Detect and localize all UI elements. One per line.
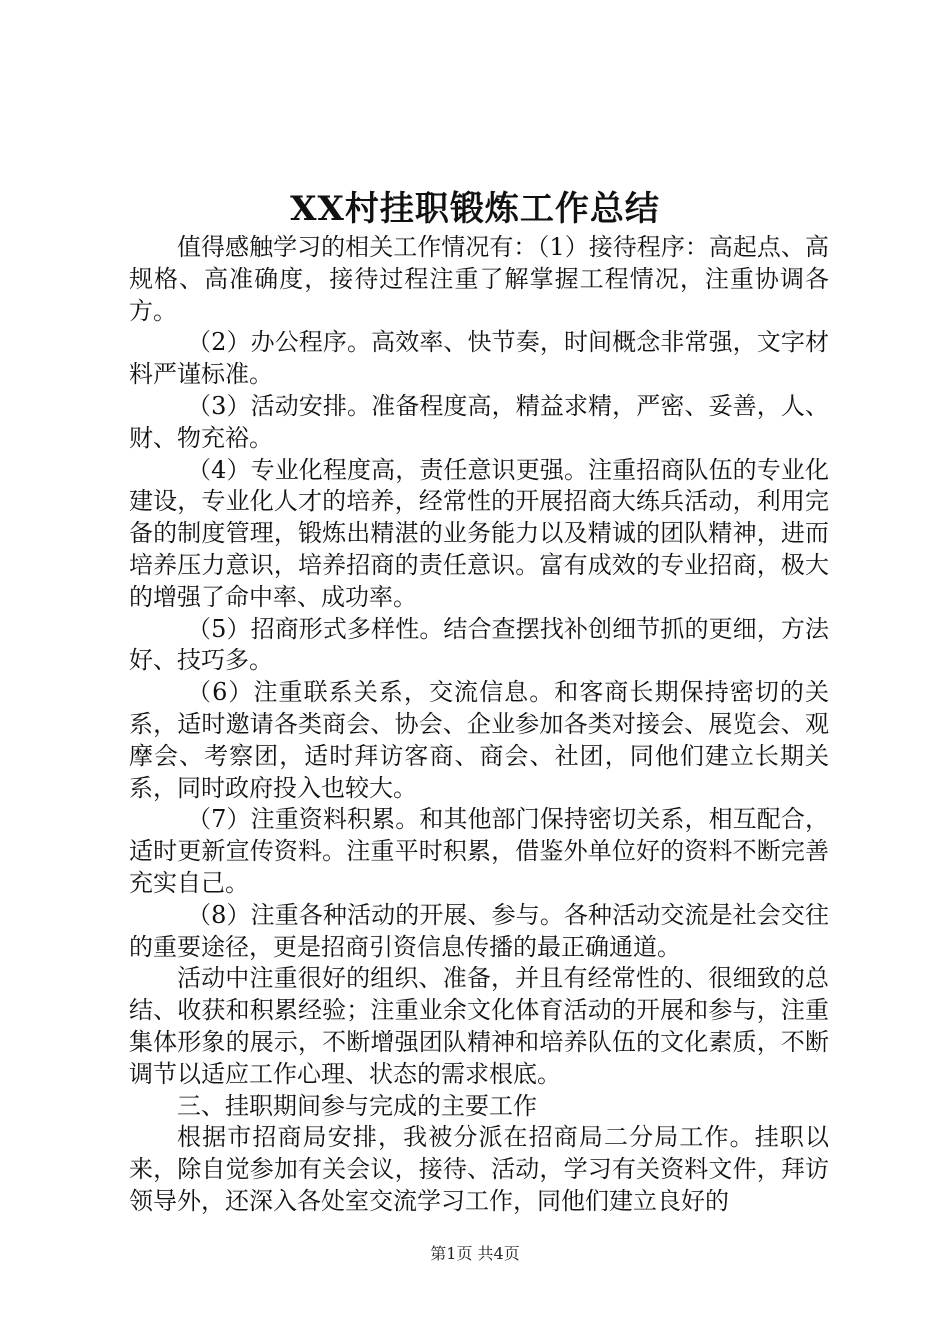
paragraph-item-5: （5）招商形式多样性。结合查摆找补创细节抓的更细，方法好、技巧多。 [129,614,829,675]
paragraph-item-7: （7）注重资料积累。和其他部门保持密切关系，相互配合，适时更新宣传资料。注重平时积累，借鉴外单位好的资料不断完善充实自己。 [129,805,829,897]
paragraph-main-work: 根据市招商局安排，我被分派在招商局二分局工作。挂职以来，除自觉参加有关会议，接待、活动，学习有关资料文件，拜访领导外，还深入各处室交流学习工作，同他们建立良好的 [129,1123,829,1215]
paragraph-item-6: （6）注重联系关系，交流信息。和客商长期保持密切的关系，适时邀请各类商会、协会、企业参加各类对接会、展览会、观摩会、考察团，适时拜访客商、商会、社团，同他们建立长期关系，同时政府投入也较大。 [129,678,829,802]
paragraph-intro: 值得感触学习的相关工作情况有：（1）接待程序：高起点、高规格、高准确度，接待过程注重了解掌握工程情况，注重协调各方。 [129,233,829,325]
paragraph-activities: 活动中注重很好的组织、准备，并且有经常性的、很细致的总结、收获和积累经验；注重业余文化体育活动的开展和参与，注重集体形象的展示，不断增强团队精神和培养队伍的文化素质，不断调节以适应工作心理、状态的需求根底。 [129,964,829,1088]
paragraph-item-4: （4）专业化程度高，责任意识更强。注重招商队伍的专业化建设，专业化人才的培养，经常性的开展招商大练兵活动，利用完备的制度管理，锻炼出精湛的业务能力以及精诚的团队精神，进而培养压力意识，培养招商的责任意识。富有成效的专业招商，极大的增强了命中率、成功率。 [129,455,829,611]
paragraph-item-8: （8）注重各种活动的开展、参与。各种活动交流是社会交往的重要途径，更是招商引资信息传播的最正确通道。 [129,900,829,961]
document-title: XX村挂职锻炼工作总结 [290,189,660,229]
paragraph-item-3: （3）活动安排。准备程度高，精益求精，严密、妥善，人、财、物充裕。 [129,391,829,452]
section-heading: 三、挂职期间参与完成的主要工作 [177,1091,537,1120]
page-footer: 第1页 共4页 [430,1244,520,1263]
paragraph-item-2: （2）办公程序。高效率、快节奏，时间概念非常强，文字材料严谨标准。 [129,328,829,389]
document-body [129,232,829,1218]
